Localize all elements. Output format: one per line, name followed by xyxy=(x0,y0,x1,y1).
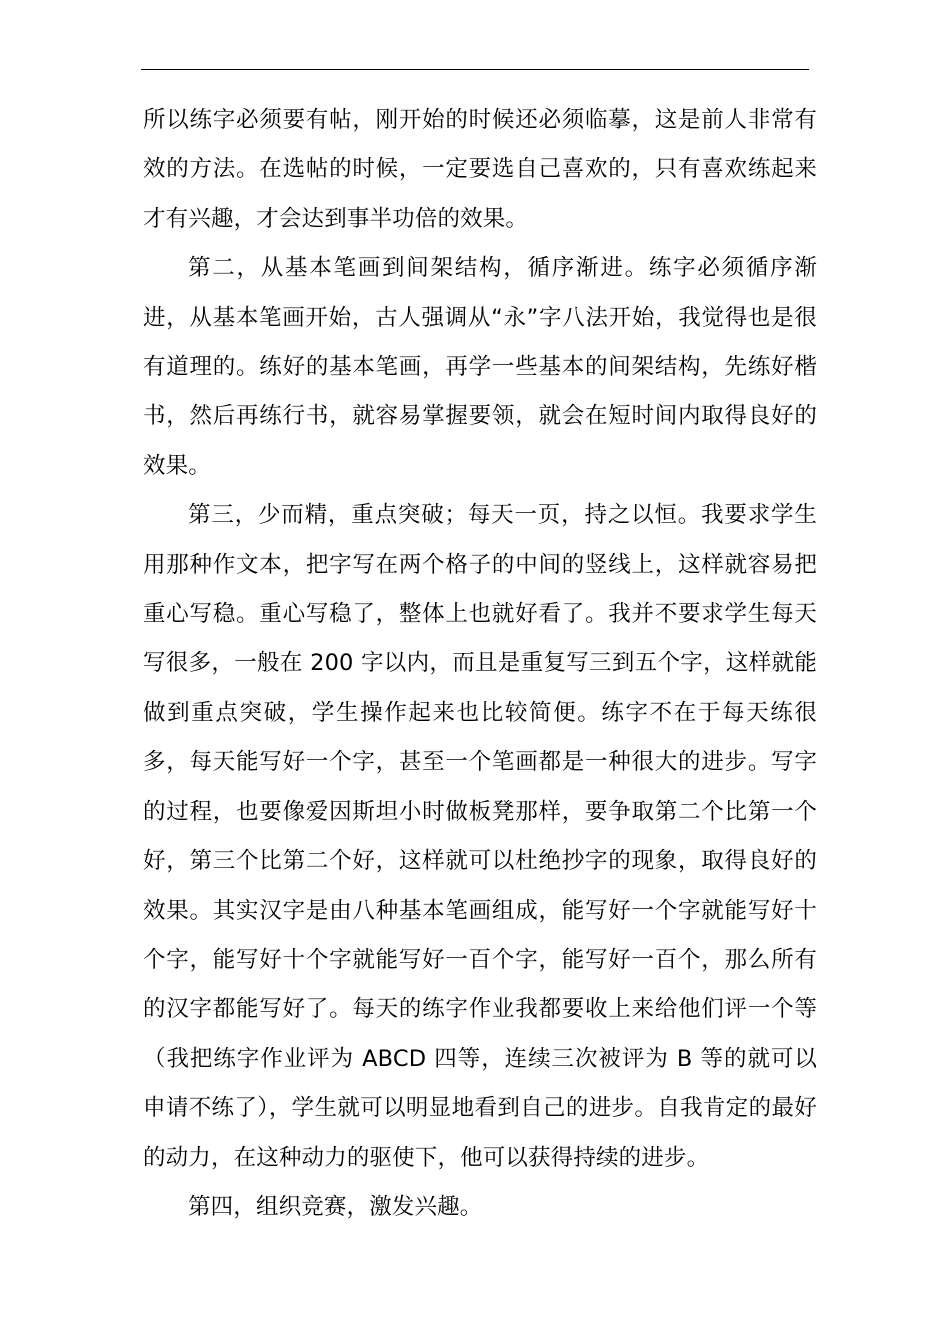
paragraph-third-point: 第三，少而精，重点突破；每天一页，持之以恒。我要求学生用那种作文本，把字写在两个格子的中间的竖线上，这样就容易把重心写稳。重心写稳了，整体上也就好看了。我并不要求学生每天写很多，一般在 200 字以内，而且是重复写三到五个字，这样就能做到重点突破，学生操作起来也比较简便。练字不在于每天练很多，每天能写好一个字，甚至一个笔画都是一种很大的进步。写字的过程，也要像爱因斯坦小时做板凳那样，要争取第二个比第一个好，第三个比第二个好，这样就可以杜绝抄字的现象，取得良好的效果。其实汉字是由八种基本笔画组成，能写好一个字就能写好十个字，能写好十个字就能写好一百个字，能写好一百个，那么所有的汉字都能写好了。每天的练字作业我都要收上来给他们评一个等（我把练字作业评为 ABCD 四等，连续三次被评为 B 等的就可以申请不练了），学生就可以明显地看到自己的进步。自我肯定的最好的动力，在这种动力的驱使下，他可以获得持续的进步。 xyxy=(143,502,817,1171)
header-rule xyxy=(141,69,809,70)
paragraph-fourth-point: 第四，组织竞赛，激发兴趣。 xyxy=(188,1193,483,1220)
paragraph-continuation: 所以练字必须要有帖，刚开始的时候还必须临摹，这是前人非常有效的方法。在选帖的时候，一定要选自己喜欢的，只有喜欢练起来才有兴趣，才会达到事半功倍的效果。 xyxy=(143,107,817,232)
document-body xyxy=(143,96,817,1232)
paragraph-second-point: 第二，从基本笔画到间架结构，循序渐进。练字必须循序渐进，从基本笔画开始，古人强调从“永”字八法开始，我觉得也是很有道理的。练好的基本笔画，再学一些基本的间架结构，先练好楷书，然后再练行书，就容易掌握要领，就会在短时间内取得良好的效果。 xyxy=(143,255,817,479)
